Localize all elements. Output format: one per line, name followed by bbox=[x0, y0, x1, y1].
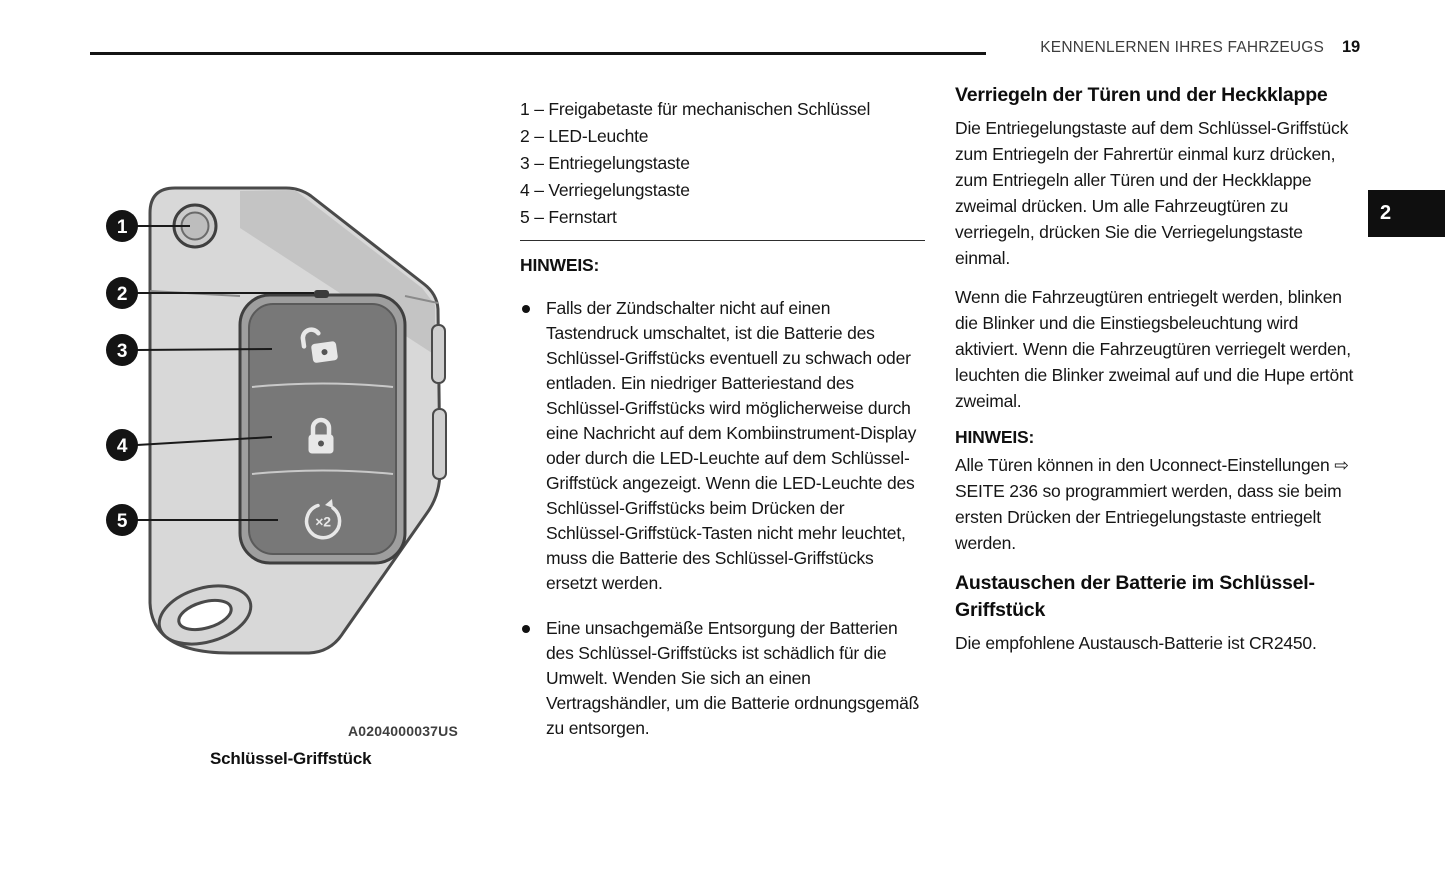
page-number: 19 bbox=[1342, 38, 1360, 56]
callout-3 bbox=[106, 334, 138, 366]
right-hinweis-heading: HINWEIS: bbox=[955, 427, 1035, 447]
note-bullet-2-text: Eine unsachgemäße Entsorgung der Batterien des Schlüssel-Griffstücks ist schädlich für die Umwelt. Wenden Sie sich an einen Vertragshändler, um die Batterie ordnungsgemäß zu entsorgen. bbox=[546, 618, 920, 738]
legend-item-2: 2 – LED-Leuchte bbox=[520, 126, 649, 146]
page-header bbox=[1010, 38, 1360, 57]
section2-paragraph-1: Die empfohlene Austausch-Batterie ist CR2450. bbox=[955, 633, 1317, 653]
hinweis-text-before: Alle Türen können in den Uconnect-Einstellungen bbox=[955, 455, 1335, 475]
legend-and-notes-column bbox=[520, 96, 925, 741]
note-bullet-1-text: Falls der Zündschalter nicht auf einen Tastendruck umschaltet, ist die Batterie des Schlüssel-Griffstücks eventuell zu schwach oder entladen. Ein niedriger Batteriestand des Schlüssel-Griffstücks wird möglicherweise durch eine Nachricht auf dem Kombiinstrument-Display oder durch die LED-Leuchte auf dem Schlüssel-Griffstück angezeigt. Wenn die LED-Leuchte des Schlüssel-Griffstücks beim Drücken der Schlüssel-Griffstück-Tasten nicht mehr leuchtet, muss die Batterie des Schlüssel-Griffstücks ersetzt werden. bbox=[546, 298, 917, 593]
legend-divider bbox=[520, 240, 925, 241]
svg-text:3: 3 bbox=[116, 341, 128, 362]
note-bullet-1 bbox=[520, 296, 925, 596]
chapter-tab: 2 bbox=[1368, 190, 1445, 237]
hinweis-heading: HINWEIS: bbox=[520, 255, 600, 275]
svg-text:2: 2 bbox=[116, 284, 128, 305]
bullet-icon bbox=[522, 305, 530, 313]
key-fob-figure bbox=[90, 183, 520, 803]
callout-1 bbox=[106, 210, 138, 242]
chapter-title: KENNENLERNEN IHRES FAHRZEUGS bbox=[1040, 39, 1325, 56]
legend-item-1: 1 – Freigabetaste für mechanischen Schlüssel bbox=[520, 99, 871, 119]
section-title-batterie: Austauschen der Batterie im Schlüssel-Griffstück bbox=[955, 572, 1315, 621]
section-title-verriegeln: Verriegeln der Türen und der Heckklappe bbox=[955, 84, 1328, 106]
callout-2 bbox=[106, 277, 138, 309]
svg-text:4: 4 bbox=[116, 436, 128, 457]
legend-item-3: 3 – Entriegelungstaste bbox=[520, 153, 690, 173]
legend-item-5: 5 – Fernstart bbox=[520, 207, 617, 227]
remote-start-label: ×2 bbox=[315, 513, 331, 530]
led-indicator bbox=[314, 290, 329, 298]
side-button bbox=[432, 325, 445, 383]
svg-text:1: 1 bbox=[116, 217, 128, 238]
bullet-icon bbox=[522, 625, 530, 633]
figure-code: A0204000037US bbox=[348, 723, 459, 739]
right-hinweis-paragraph bbox=[955, 452, 1357, 556]
section1-paragraph-2: Wenn die Fahrzeugtüren entriegelt werden, blinken die Blinker und die Einstiegsbeleuchtung wird aktiviert. Wenn die Fahrzeugtüren verriegelt werden, leuchten die Blinker zweimal auf und die Hupe ertönt zweimal. bbox=[955, 287, 1354, 411]
note-bullet-2 bbox=[520, 616, 925, 741]
hinweis-text-after: so programmiert werden, dass sie beim ersten Drücken der Entriegelungstaste entriegelt werden. bbox=[955, 481, 1342, 553]
legend-item-4: 4 – Verriegelungstaste bbox=[520, 180, 690, 200]
key-fob-illustration bbox=[90, 183, 520, 703]
page-reference-link[interactable]: ⇨ SEITE 236 bbox=[955, 455, 1349, 501]
callout-5 bbox=[106, 504, 138, 536]
figure-caption: Schlüssel-Griffstück bbox=[210, 749, 372, 768]
section1-paragraph-1: Die Entriegelungstaste auf dem Schlüssel-Griffstück zum Entriegeln der Fahrertür einmal kurz drücken, zum Entriegeln aller Türen und der Heckklappe zweimal drücken. Um alle Fahrzeugtüren zu verriegeln, drücken Sie die Verriegelungstaste einmal. bbox=[955, 118, 1349, 268]
header-rule bbox=[90, 52, 986, 55]
side-button bbox=[433, 409, 446, 479]
callout-4 bbox=[106, 429, 138, 461]
callout-line-3 bbox=[137, 349, 272, 350]
right-text-column bbox=[955, 82, 1357, 669]
svg-text:5: 5 bbox=[116, 511, 128, 532]
